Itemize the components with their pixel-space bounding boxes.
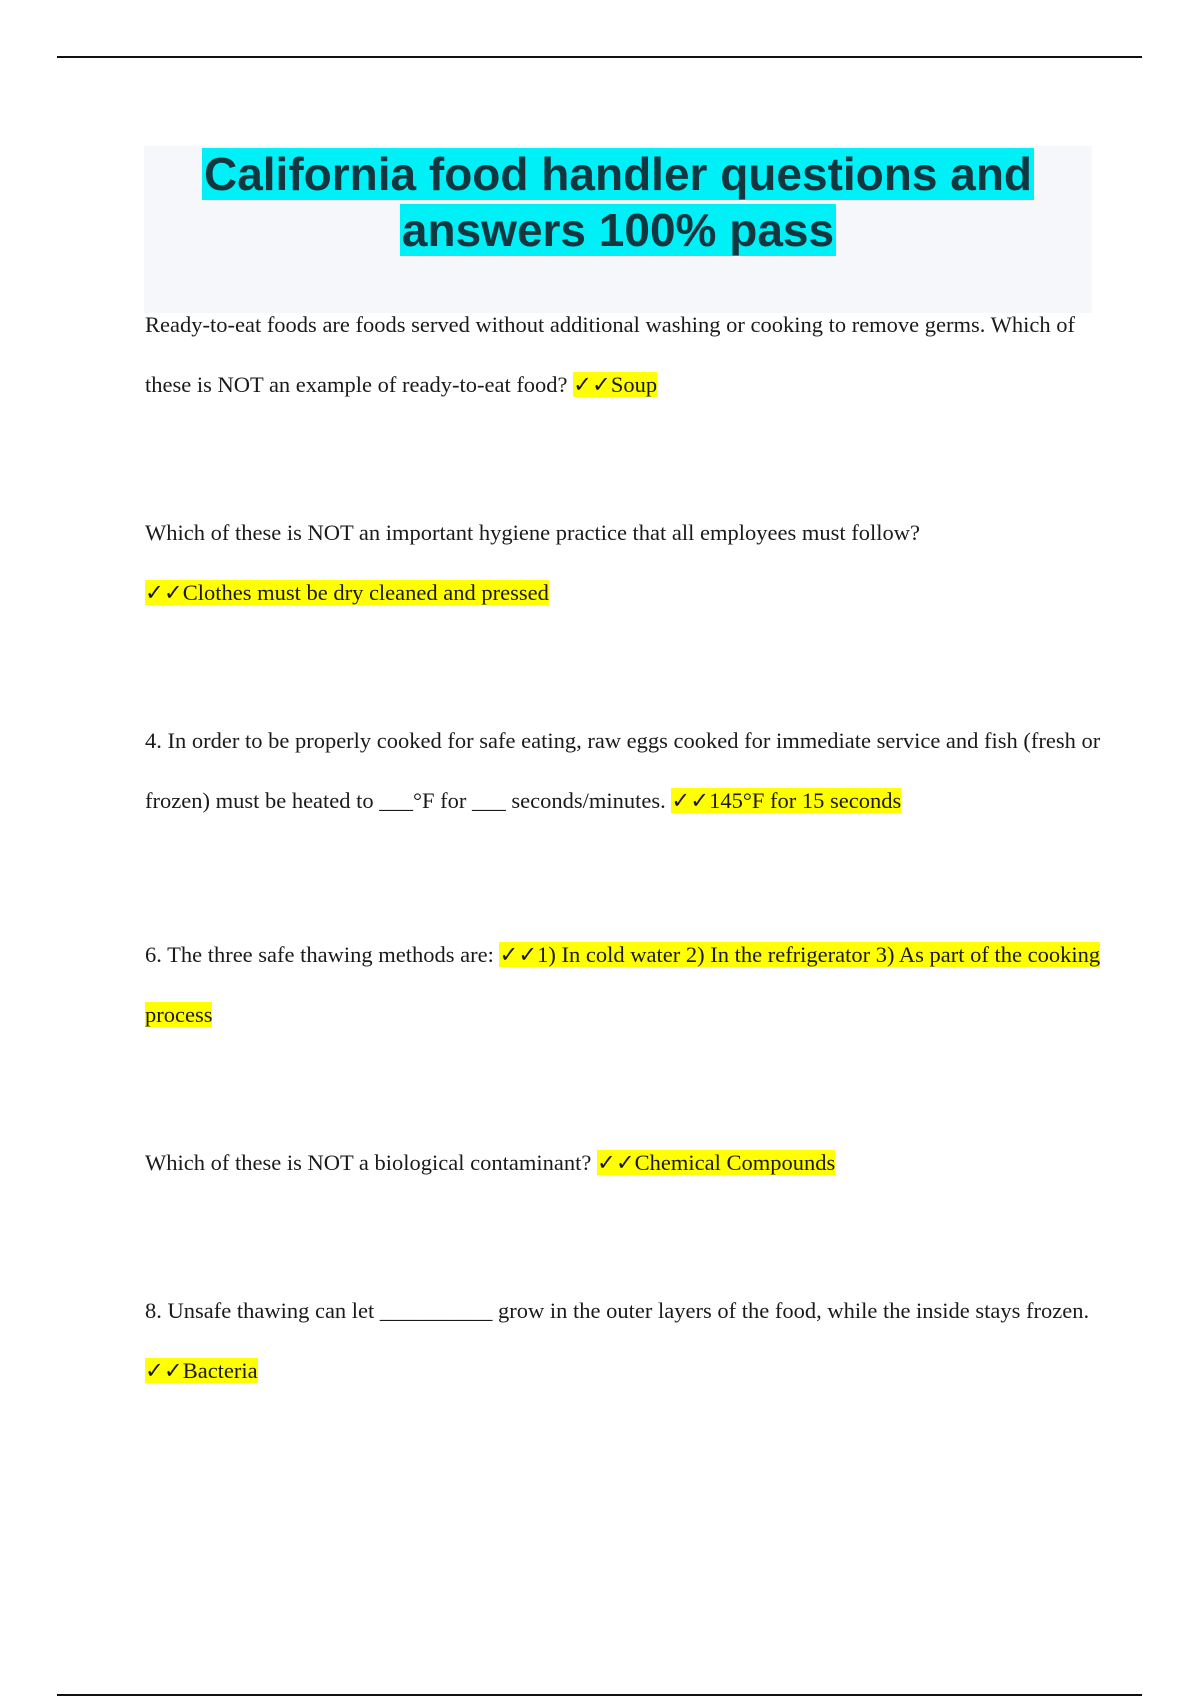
- answer-text: ✓✓Clothes must be dry cleaned and pressed: [145, 580, 549, 605]
- question-text: 6. The three safe thawing methods are:: [145, 942, 494, 967]
- qa-item-2: [145, 503, 1105, 623]
- answer-text: ✓✓Bacteria: [145, 1358, 258, 1383]
- answer-text: ✓✓1) In cold water 2) In the refrigerator 3) As part of the cooking process: [145, 942, 1101, 1027]
- qa-item-5: [145, 1133, 1105, 1193]
- question-text: 8. Unsafe thawing can let __________ grow in the outer layers of the food, while the inside stays frozen.: [145, 1298, 1090, 1323]
- document-title: [144, 146, 1092, 258]
- question-text: Which of these is NOT a biological contaminant?: [145, 1150, 592, 1175]
- answer-text: ✓✓Soup: [573, 372, 658, 397]
- top-rule: [57, 56, 1142, 58]
- question-text: 4. In order to be properly cooked for safe eating, raw eggs cooked for immediate service and fish (fresh or frozen) must be heated to ___°F for ___ seconds/minutes.: [145, 728, 1101, 813]
- qa-item-3: [145, 711, 1105, 831]
- question-text: Ready-to-eat foods are foods served without additional washing or cooking to remove germs. Which of these is NOT an example of ready-to-eat food?: [145, 312, 1075, 397]
- title-banner: [144, 146, 1092, 313]
- qa-item-1: [145, 295, 1105, 415]
- qa-item-6: [145, 1281, 1105, 1401]
- qa-item-4: [145, 925, 1105, 1045]
- question-text: Which of these is NOT an important hygiene practice that all employees must follow?: [145, 520, 920, 545]
- answer-text: ✓✓145°F for 15 seconds: [671, 788, 902, 813]
- document-title-text: California food handler questions and answers 100% pass: [203, 148, 1033, 256]
- answer-text: ✓✓Chemical Compounds: [596, 1150, 836, 1175]
- bottom-rule: [57, 1694, 1142, 1696]
